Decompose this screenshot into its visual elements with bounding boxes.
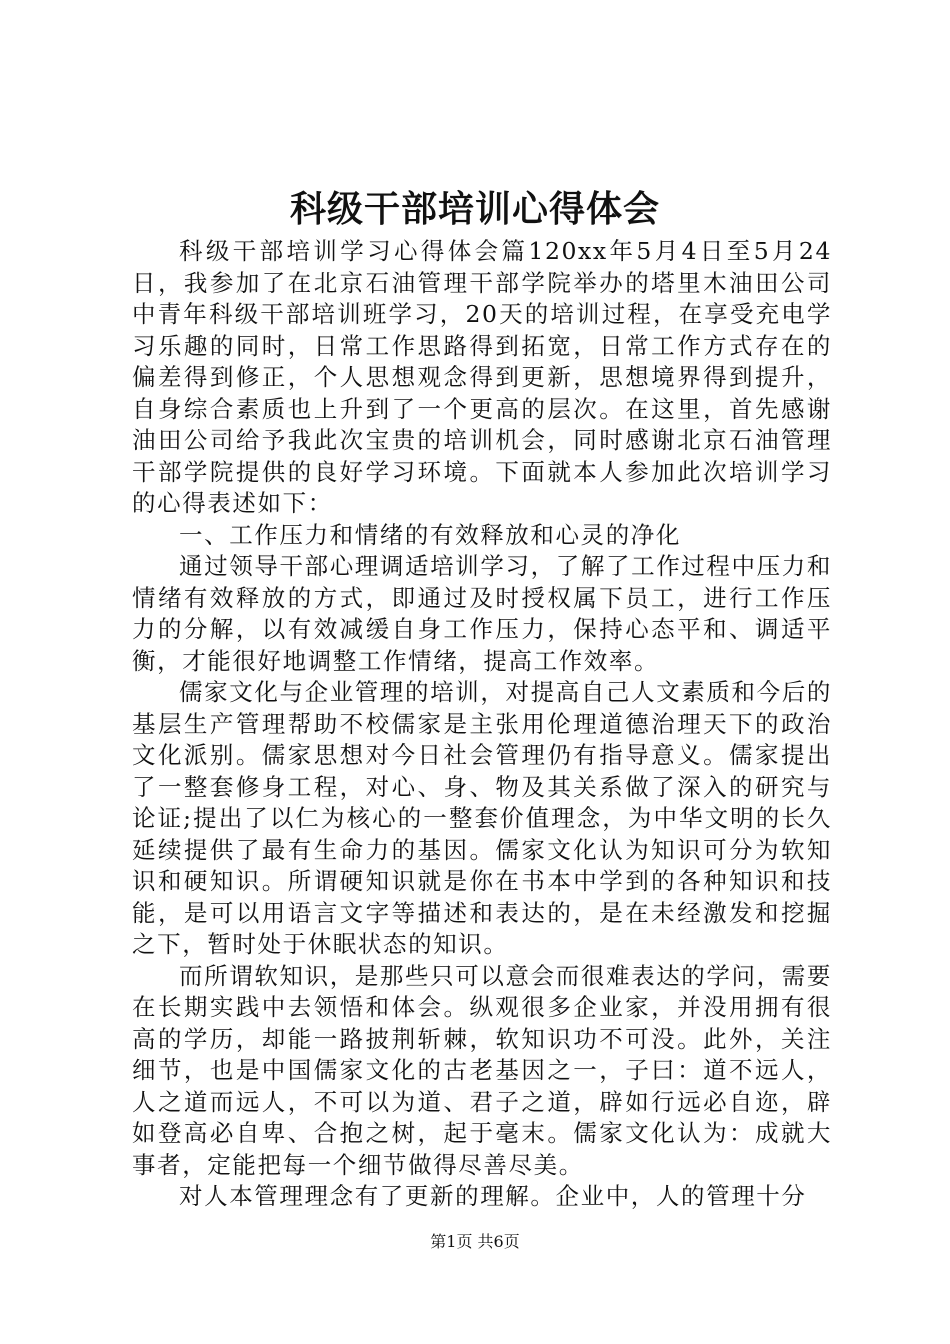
page-title: 科级干部培训心得体会 <box>289 188 660 230</box>
paragraph-soft-knowledge: 而所谓软知识，是那些只可以意会而很难表达的学问，需要在长期实践中去领悟和体会。纵观很多企业家，并没用拥有很高的学历，却能一路披荆斩棘，软知识功不可没。此外，关注细节，也是中国儒家文化的古老基因之一，子曰：道不远人，人之道而远人，不可以为道、君子之道，辟如行远必自迩，辟如登高必自卑、合抱之树，起于毫末。儒家文化认为：成就大事者，定能把每一个细节做得尽善尽美。 <box>132 961 832 1179</box>
page-number-footer: 第1页 共6页 <box>430 1232 520 1251</box>
section-heading: 一、工作压力和情绪的有效释放和心灵的净化 <box>179 520 681 549</box>
document-body <box>132 236 832 1213</box>
paragraph-stress-release: 通过领导干部心理调适培训学习，了解了工作过程中压力和情绪有效释放的方式，即通过及时授权属下员工，进行工作压力的分解，以有效减缓自身工作压力，保持心态平和、调适平衡，才能很好地调整工作情绪，提高工作效率。 <box>132 552 832 675</box>
paragraph-confucian-culture: 儒家文化与企业管理的培训，对提高自己人文素质和今后的基层生产管理帮助不校儒家是主张用伦理道德治理天下的政治文化派别。儒家思想对今日社会管理仍有指导意义。儒家提出了一整套修身工程，对心、身、物及其关系做了深入的研究与论证;提出了以仁为核心的一整套价值理念，为中华文明的长久延续提供了最有生命力的基因。儒家文化认为知识可分为软知识和硬知识。所谓硬知识就是你在书本中学到的各种知识和技能，是可以用语言文字等描述和表达的，是在未经激发和挖掘之下，暂时处于休眠状态的知识。 <box>132 678 832 958</box>
paragraph-people-management: 对人本管理理念有了更新的理解。企业中，人的管理十分 <box>179 1182 807 1210</box>
paragraph-intro: 科级干部培训学习心得体会篇120xx年5月4日至5月24日，我参加了在北京石油管理干部学院举办的塔里木油田公司中青年科级干部培训班学习，20天的培训过程，在享受充电学习乐趣的同时，日常工作思路得到拓宽，日常工作方式存在的偏差得到修正，个人思想观念得到更新，思想境界得到提升，自身综合素质也上升到了一个更高的层次。在这里，首先感谢油田公司给予我此次宝贵的培训机会，同时感谢北京石油管理干部学院提供的良好学习环境。下面就本人参加此次培训学习的心得表述如下： <box>132 237 832 517</box>
